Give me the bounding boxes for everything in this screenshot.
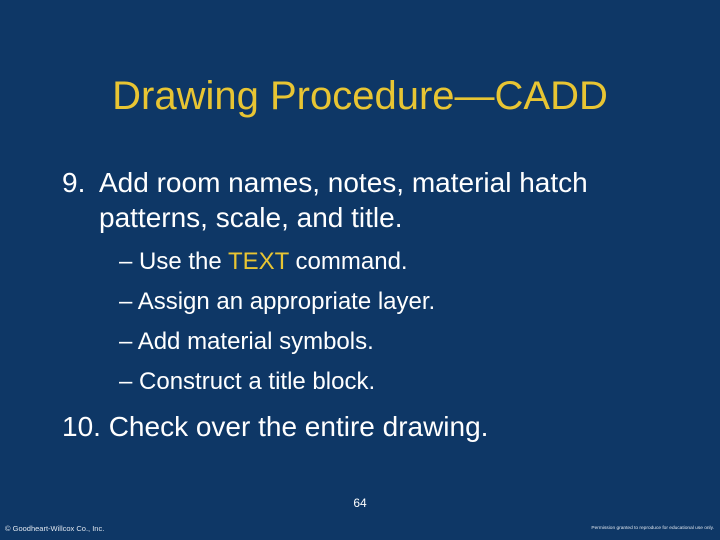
list-item-number: 9.	[62, 167, 86, 198]
permission-notice: Permission granted to reproduce for educational use only.	[591, 526, 714, 531]
text-command-keyword: TEXT	[227, 248, 289, 275]
sub-item-prefix: – Use the	[119, 248, 228, 275]
list-item-9	[62, 165, 682, 235]
sub-item-layer: – Assign an appropriate layer.	[119, 288, 436, 315]
slide-title: Drawing Procedure—CADD	[112, 74, 608, 118]
page-number: 64	[353, 496, 367, 510]
sub-item-suffix: command.	[288, 248, 408, 275]
sub-item-title-block: – Construct a title block.	[119, 368, 376, 395]
sub-item-material-symbols: – Add material symbols.	[119, 328, 374, 355]
copyright-notice: © Goodheart-Willcox Co., Inc.	[5, 524, 105, 533]
list-item-text: Add room names, notes, material hatch patterns, scale, and title.	[99, 167, 588, 233]
list-item-10: 10. Check over the entire drawing.	[62, 411, 489, 442]
sub-item-text-command	[119, 247, 408, 277]
